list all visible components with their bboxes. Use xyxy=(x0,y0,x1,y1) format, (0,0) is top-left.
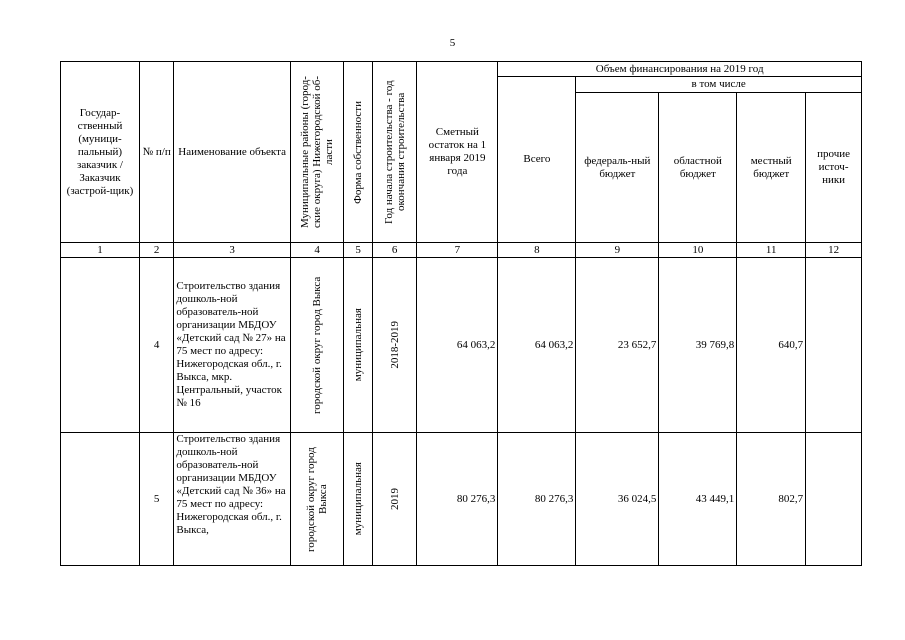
header-estimate-balance: Сметный остаток на 1 января 2019 года xyxy=(417,62,498,243)
header-customer: Государ-ственный (муници-пальный) заказчик / Заказчик (застрой-щик) xyxy=(61,62,140,243)
cell-years-wrap xyxy=(372,258,417,433)
column-number: 6 xyxy=(372,243,417,258)
cell-years: 2018-2019 xyxy=(388,321,401,369)
cell-regional: 43 449,1 xyxy=(659,433,737,566)
column-number: 1 xyxy=(61,243,140,258)
cell-ownership: муниципальная xyxy=(352,308,365,382)
header-years: Год начала строительства - год окончания строительства xyxy=(382,80,407,224)
column-number: 3 xyxy=(174,243,290,258)
cell-local: 802,7 xyxy=(737,433,806,566)
cell-total: 80 276,3 xyxy=(498,433,576,566)
column-number: 12 xyxy=(806,243,862,258)
column-number: 10 xyxy=(659,243,737,258)
header-number: № п/п xyxy=(139,62,173,243)
cell-ownership: муниципальная xyxy=(352,462,365,536)
column-number: 7 xyxy=(417,243,498,258)
cell-district: городской округ город Выкса xyxy=(311,276,324,414)
column-numbers-row xyxy=(61,243,862,258)
cell-estimate-balance: 80 276,3 xyxy=(417,433,498,566)
table-row xyxy=(61,258,862,433)
cell-years: 2019 xyxy=(388,488,401,510)
cell-regional: 39 769,8 xyxy=(659,258,737,433)
column-number: 8 xyxy=(498,243,576,258)
cell-local: 640,7 xyxy=(737,258,806,433)
cell-federal: 23 652,7 xyxy=(576,258,659,433)
column-number: 5 xyxy=(344,243,372,258)
cell-years-wrap xyxy=(372,433,417,566)
cell-other xyxy=(806,433,862,566)
page-number: 5 xyxy=(449,37,456,49)
header-districts-cell xyxy=(290,62,344,243)
cell-district-wrap xyxy=(290,433,344,566)
table-row xyxy=(61,433,862,566)
header-object-name: Наименование объекта xyxy=(174,62,290,243)
cell-ownership-wrap xyxy=(344,258,372,433)
cell-federal: 36 024,5 xyxy=(576,433,659,566)
column-number: 2 xyxy=(139,243,173,258)
header-regional: областной бюджет xyxy=(659,93,737,243)
cell-district-wrap xyxy=(290,258,344,433)
cell-estimate-balance: 64 063,2 xyxy=(417,258,498,433)
header-funding-group: Объем финансирования на 2019 год xyxy=(498,62,862,77)
column-number: 9 xyxy=(576,243,659,258)
header-including: в том числе xyxy=(576,77,862,93)
header-ownership: Форма собственности xyxy=(352,100,365,204)
header-local: местный бюджет xyxy=(737,93,806,243)
cell-object-name: Строительство здания дошколь-ной образователь-ной организации МБДОУ «Детский сад № 27» на 75 мест по адресу: Нижегородская обл., г. Выкса, мкр. Центральный, участок № 16 xyxy=(174,258,290,433)
header-years-cell xyxy=(372,62,417,243)
cell-district: городской округ город Выкса xyxy=(305,446,330,552)
header-federal: федераль-ный бюджет xyxy=(576,93,659,243)
header-other: прочие источ-ники xyxy=(806,93,862,243)
cell-ownership-wrap xyxy=(344,433,372,566)
cell-number: 5 xyxy=(139,433,173,566)
cell-other xyxy=(806,258,862,433)
cell-number: 4 xyxy=(139,258,173,433)
cell-total: 64 063,2 xyxy=(498,258,576,433)
cell-customer xyxy=(61,258,140,433)
cell-object-name: Строительство здания дошколь-ной образователь-ной организации МБДОУ «Детский сад № 36» на 75 мест по адресу: Нижегородская обл., г. Выкса, xyxy=(174,433,290,566)
header-total: Всего xyxy=(498,77,576,243)
column-number: 11 xyxy=(737,243,806,258)
cell-customer xyxy=(61,433,140,566)
header-districts: Муниципальные районы (город-ские округа) Нижегородской об-ласти xyxy=(299,76,336,229)
funding-table xyxy=(60,61,862,566)
header-ownership-cell xyxy=(344,62,372,243)
column-number: 4 xyxy=(290,243,344,258)
